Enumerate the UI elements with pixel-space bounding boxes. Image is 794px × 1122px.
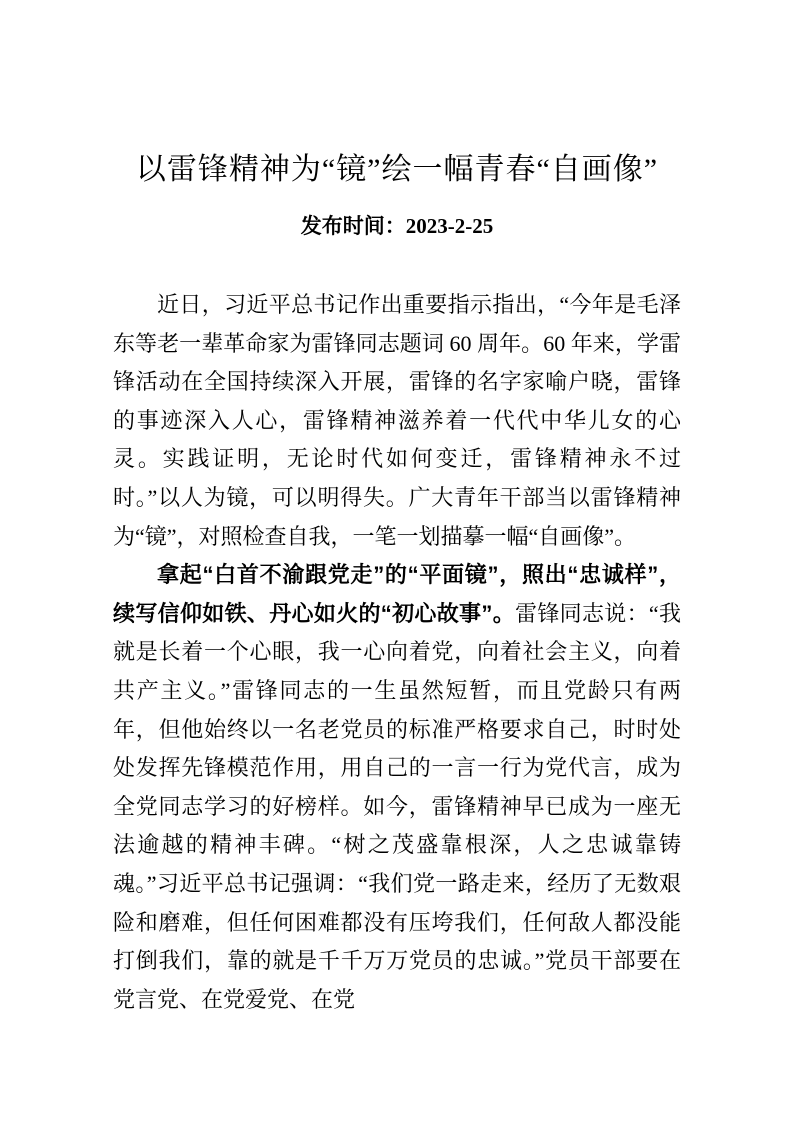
document-body <box>113 286 681 1019</box>
publish-date: 发布时间：2023-2-25 <box>300 214 494 238</box>
document-title: 以雷锋精神为“镜”绘一幅青春“自画像” <box>135 153 659 186</box>
paragraph-text: 雷锋同志说：“我就是长着一个心眼，我一心向着党，向着社会主义，向着共产主义。”雷锋同志的一生虽然短暂，而且党龄只有两年，但他始终以一名老党员的标准严格要求自己，时时处处发挥先锋模范作用，用自己的一言一行为党代言，成为全党同志学习的好榜样。如今，雷锋精神早已成为一座无法逾越的精神丰碑。“树之茂盛靠根深，人之忠诚靠铸魂。”习近平总书记强调：“我们党一路走来，经历了无数艰险和磨难，但任何困难都没有压垮我们，任何敌人都没能打倒我们，靠的就是千千万万党员的忠诚。”党员干部要在党言党、在党爱党、在党 <box>113 600 681 1012</box>
paragraph <box>113 286 681 556</box>
paragraph <box>113 556 681 1019</box>
paragraph-bold-lead: 拿起“白首不渝跟党走”的“平面镜”，照出“忠诚样”，续写信仰如铁、丹心如火的“初心故事”。 <box>113 562 681 626</box>
paragraph-text: 近日，习近平总书记作出重要指示指出，“今年是毛泽东等老一辈革命家为雷锋同志题词 60 周年。60 年来，学雷锋活动在全国持续深入开展，雷锋的名字家喻户晓，雷锋的事迹深入人心，雷锋精神滋养着一代代中华儿女的心灵。实践证明，无论时代如何变迁，雷锋精神永不过时。”以人为镜，可以明得失。广大青年干部当以雷锋精神为“镜”，对照检查自我，一笔一划描摹一幅“自画像”。 <box>113 292 681 549</box>
